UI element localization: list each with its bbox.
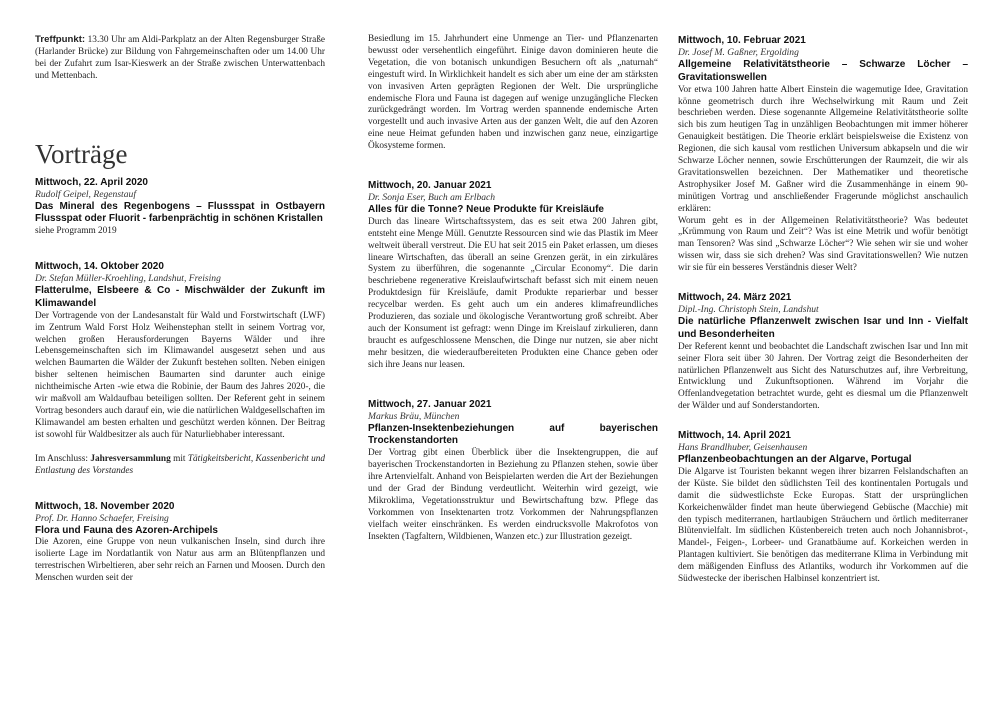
talk-date: Mittwoch, 18. November 2020 bbox=[35, 500, 175, 512]
talk-block-2 bbox=[35, 260, 325, 477]
talk-speaker: Prof. Dr. Hanno Schaefer, Freising bbox=[35, 512, 169, 524]
column-left bbox=[35, 34, 325, 585]
talk-title: Pflanzenbeobachtungen an der Algarve, Portugal bbox=[678, 454, 912, 466]
note-mid: mit bbox=[173, 453, 186, 464]
meeting-point-text: 13.30 Uhr am Aldi-Parkplatz an der Alten Regensburger Straße (Harlander Brücke) zur Bildung von Fahrgemeinschaften oder um 14.00 Uhr bei der Zufahrt zum Isar-Kieswerk an der Straße zwischen Unterwattenbach und Mettenbach. bbox=[35, 35, 325, 81]
talk-body: Der Referent kennt und beobachtet die Landschaft zwischen Isar und Inn mit seiner Flora seit über 30 Jahren. Der Vortrag zeigt die Besonderheiten der natürlichen Pflanzenwelt aus Sicht des Naturschutzes auf, ihre Verbreitung, Entwicklung und Zukunftsoptionen. Während im Vorjahr die Offenlandvegetation betrachtet wurde, geht es diesmal um die Pflanzenwelt der Wälder und auf Sonderstandorten. bbox=[678, 341, 968, 412]
talk-date: Mittwoch, 22. April 2020 bbox=[35, 176, 148, 188]
talk-date: Mittwoch, 20. Januar 2021 bbox=[368, 180, 492, 192]
note-italic: Tätigkeitsbericht, Kassenbericht und Entlastung des Vorstandes bbox=[35, 453, 326, 476]
talk-title: Flora und Fauna des Azoren-Archipels bbox=[35, 524, 218, 536]
continued-paragraph: Besiedlung im 15. Jahrhundert eine Unmenge an Tier- und Pflanzenarten bewusst oder versehentlich eingeführt. Einige davon dominieren heute die Vegetation, die von botanisch unkundigen Besuchern oft als „naturnah“ eingestuft wird. In Wirklichkeit handelt es sich aber um eine der am stärksten von invasiven Arten geprägten Regionen der Welt. Die ursprüngliche endemische Flora und Fauna ist dagegen auf wenige unzugängliche Flecken zurückgedrängt worden. Im Vortrag werden spannende endemische Arten vorgestellt und auch invasive Arten aus der ganzen Welt, die auf den Azoren eine neue Heimat gefunden haben und inzwischen ganz neue, einzigartige Ökosysteme formen. bbox=[368, 34, 658, 152]
talk-title: Flatterulme, Elsbeere & Co - Mischwälder der Zukunft im Klimawandel bbox=[35, 285, 325, 309]
column-right bbox=[678, 34, 968, 586]
talk-title: Die natürliche Pflanzenwelt zwischen Isar und Inn - Vielfalt und Besonderheiten bbox=[678, 316, 968, 340]
meeting-point-label: Treffpunkt: bbox=[35, 34, 86, 45]
annual-meeting-note bbox=[35, 454, 325, 478]
talk-speaker: Hans Brandlhuber, Geisenhausen bbox=[678, 442, 808, 454]
talk-speaker: Dr. Stefan Müller-Kroehling, Landshut, Freising bbox=[35, 273, 221, 285]
note-bold: Jahresversammlung bbox=[90, 453, 171, 464]
talk-title: Alles für die Tonne? Neue Produkte für Kreisläufe bbox=[368, 204, 604, 216]
talk-body: siehe Programm 2019 bbox=[35, 226, 117, 237]
meeting-point-paragraph bbox=[35, 34, 325, 83]
talk-speaker: Markus Bräu, München bbox=[368, 410, 460, 422]
talk-block-6 bbox=[678, 34, 968, 275]
talk-body: Durch das lineare Wirtschaftssystem, das es seit etwa 200 Jahren gibt, entsteht eine Menge Müll. Genutzte Ressourcen sind wie das Plastik im Meer weltweit überall verstreut. Die EU hat seit 2015 ein Paket erlassen, um dieses lineare Wirtschaften, das überall an seine Grenzen gerät, in ein zirkuläres System zu überführen, die sogenannte „Circular Economy“. Die darin beschriebene regenerative Kreislaufwirtschaft befasst sich mit einem neuen Produktdesign für Kreisläufe, damit Produkte reparierbar und besser recycelbar werden. Es geht auch um ein anderes klimafreundliches Produzieren, das soziale und ökologische Verantwortung groß schreibt. Aber auch der Konsument ist gefragt: wenn Dinge im Kreislauf zirkulieren, dann braucht es aufgeschlossene Menschen, die Dinge nur nutzen, sie aber nicht mehr besitzen, die wiederaufbereiteten Produkten eine Chance geben oder sich ihre Jeans nur leasen. bbox=[368, 216, 658, 370]
talk-title: Allgemeine Relativitätstheorie – Schwarze Löcher – Gravitationswellen bbox=[678, 59, 968, 83]
talk-date: Mittwoch, 24. März 2021 bbox=[678, 292, 792, 304]
talk-title: Pflanzen-Insektenbeziehungen auf bayerischen Trockenstandorten bbox=[368, 422, 658, 447]
talk-body: Der Vortrag gibt einen Überblick über die Insektengruppen, die auf bayerischen Trockenstandorten in Beziehung zu Pflanzen stehen, sowie über ihre Artenvielfalt. Anhand von Beispielarten werden die Art der Beziehungen und der Grad der Bindung verdeutlicht. Weiterhin wird gezeigt, wie Mikroklima, Vegetationsstruktur und Bewirtschaftung bzw. Pflege das Vorkommen von Insektenarten trotz Vorkommen der Nahrungspflanzen vielfach weiter einschränken. Es werden eindrucksvolle Makrofotos von Insekten (Tagfaltern, Wildbienen, Wanzen etc.) zur Illustration gezeigt. bbox=[368, 448, 658, 542]
talk-date: Mittwoch, 14. Oktober 2020 bbox=[35, 261, 164, 273]
talk-body-questions: Worum geht es in der Allgemeinen Relativitätstheorie? Was bedeutet „Krümmung von Raum und Zeit“? Was ist eine Metrik und wofür benötigt man Tensoren? Was sind „Schwarze Löcher“? Wie sehen wir sie und woher wissen wir, dass sie sich drehen? Was sind Gravitationswellen? Wie nutzen wir sie für ein besseres Verständnis dieser Welt? bbox=[678, 215, 968, 274]
talk-speaker: Dr. Sonja Eser, Buch am Erlbach bbox=[368, 192, 496, 204]
talk-body: Der Vortragende von der Landesanstalt für Wald und Forstwirtschaft (LWF) im Zentrum Wald Forst Holz Weihenstephan stellt in seinem Vortrag vor, welchen großen Herausforderungen Bayerns Wälder und ihre Lebensgemeinschaften sich im Klimawandel ausgesetzt sehen und aus welchen Baumarten die Wälder der Zukunft bestehen sollten. Neben einigen bisher seltenen heimischen Baumarten sind darunter auch einige nichtheimische Arten -wie etwa die Robinie, der Baum des Jahres 2020-, die wir maßvoll am Waldaufbau beteiligen sollten. Der Referent geht in seinem Vortrag besonders auch darauf ein, wie die natürlichen Waldgesellschaften im Klimawandel am besten erhalten und geschützt werden können. Der Beitrag ist sowohl für Waldbesitzer als auch für Naturliebhaber interessant. bbox=[35, 310, 325, 440]
talk-body: Die Algarve ist Touristen bekannt wegen ihrer bizarren Felslandschaften an der Küste. Sie bildet den südlichsten Teil des kontinentalen Portugals und damit die südwestlichste Ecke Europas. Statt der ursprünglichen Korkeichenwälder findet man heute überwiegend Gebüsche (Macchie) mit den typisch mediterranen, hartlaubigen Sträuchern und örtlich mediterraner Blütenvielfalt. Im südlichen Küstenbereich treten auch noch Johannisbrot-, Mandel-, Feigen-, Lorbeer- und Granatbäume auf. Korkeichen werden in Plantagen kultiviert. Sie benötigen das mediterrane Klima in Verbindung mit dem mäßigenden Einfluss des Atlantiks, wodurch ihr Vorkommen auf die Südwestecke der iberischen Halbinsel konzentriert ist. bbox=[678, 466, 968, 585]
talk-date: Mittwoch, 10. Februar 2021 bbox=[678, 35, 806, 46]
talk-block-1 bbox=[35, 176, 325, 239]
section-heading-vortraege: Vorträge bbox=[35, 138, 128, 169]
talk-speaker: Rudolf Geipel, Regenstauf bbox=[35, 188, 136, 200]
talk-speaker: Dr. Josef M. Gaßner, Ergolding bbox=[678, 47, 799, 58]
talk-block-3 bbox=[35, 500, 325, 585]
talk-block-5 bbox=[368, 398, 658, 544]
talk-block-8 bbox=[678, 429, 968, 586]
column-middle bbox=[368, 34, 658, 543]
talk-date: Mittwoch, 27. Januar 2021 bbox=[368, 398, 492, 410]
talk-block-7 bbox=[678, 291, 968, 413]
note-prefix: Im Anschluss: bbox=[35, 453, 88, 464]
talk-body: Die Azoren, eine Gruppe von neun vulkanischen Inseln, sind durch ihre isolierte Lage im Nordatlantik von Natur aus arm an Blütenpflanzen und terrestrischen Wirbeltieren, aber sehr reich an Farnen und Moosen. Durch den Menschen wurden seit der bbox=[35, 537, 325, 584]
talk-date: Mittwoch, 14. April 2021 bbox=[678, 430, 791, 442]
talk-title: Das Mineral des Regenbogens – Flussspat in Ostbayern Flussspat oder Fluorit - farbenprächtig in schönen Kristallen bbox=[35, 200, 325, 225]
talk-block-4 bbox=[368, 179, 658, 372]
talk-body: Vor etwa 100 Jahren hatte Albert Einstein die wagemutige Idee, Gravitation könne geometrisch durch ihre Wechselwirkung mit Raum und Zeit beschrieben werden. Diese sogenannte Allgemeine Relativitätstheorie sollte sich bis zum heutigen Tag in unzähligen Beobachtungen mit immer höherer Genauigkeit bestätigen. Die Theorie erklärt beispielsweise die Existenz von Regionen, die sich kausal vom restlichen Universum abkapseln und die wir Schwarze Löcher nennen, sowie Erschütterungen der Raumzeit, die wir als Gravitationswellen bezeichnen. Der Mathematiker und theoretische Astrophysiker Josef M. Gaßner wird die Zusammenhänge in einem 90-minütigen Vortrag und anschließender Fragerunde möglichst anschaulich erklären: bbox=[678, 84, 968, 214]
talk-speaker: Dipl.-Ing. Christoph Stein, Landshut bbox=[678, 304, 819, 316]
